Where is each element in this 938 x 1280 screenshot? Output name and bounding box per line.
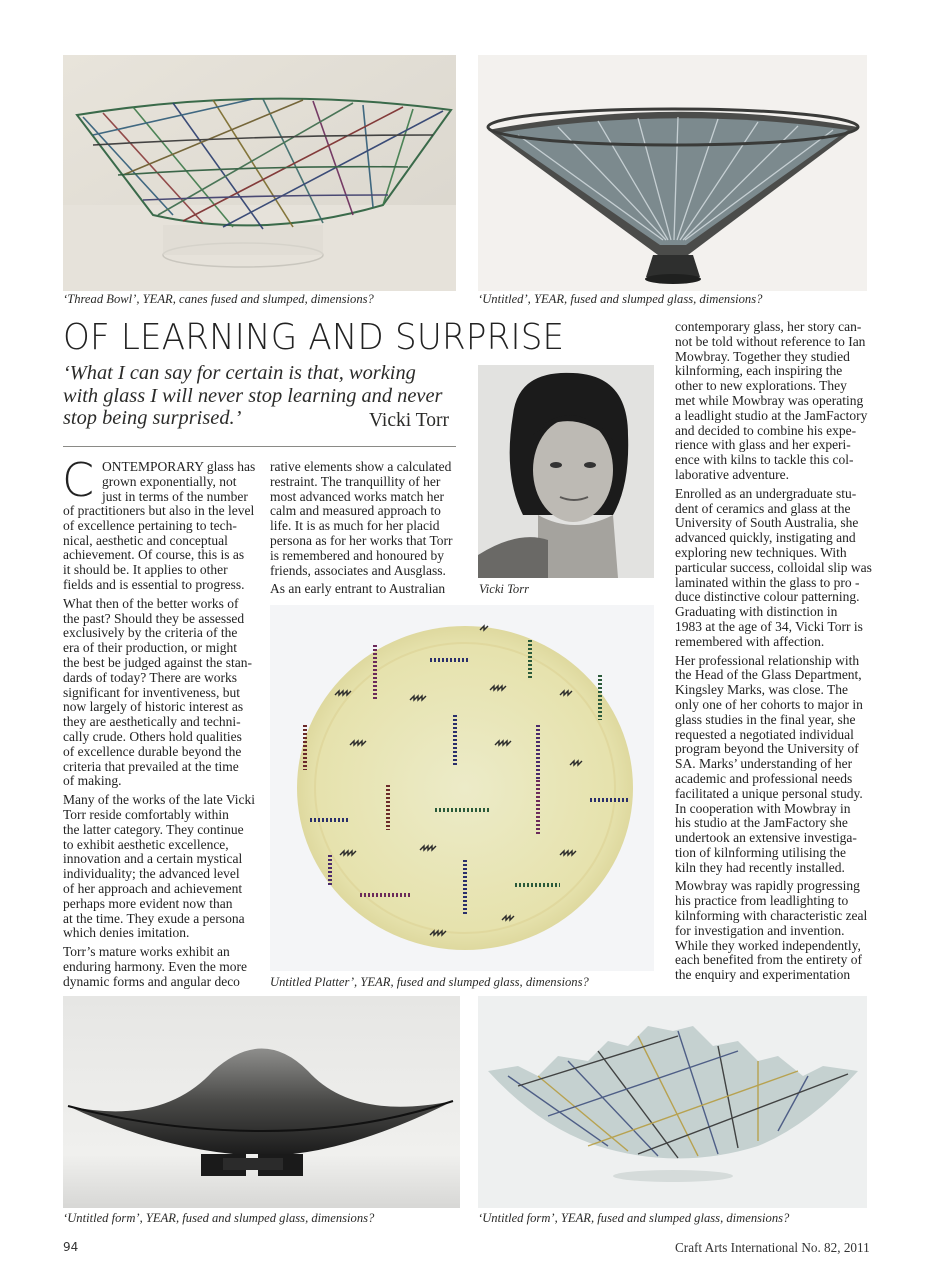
text-line: academic and professional needs bbox=[675, 770, 853, 786]
text-line: not be told without reference to Ian bbox=[675, 333, 866, 349]
caption-platter: Untitled Platter’, YEAR, fused and slumped glass, dimensions? bbox=[270, 975, 589, 989]
photo-thread-bowl bbox=[63, 55, 456, 291]
text-line: ONTEMPORARY glass has bbox=[102, 459, 256, 474]
text-line: a leadlight studio at the JamFactory bbox=[675, 407, 868, 423]
text-line: it should be. It applies to other bbox=[63, 562, 228, 578]
body-column-1-lead bbox=[102, 460, 257, 504]
text-line: is remembered and honoured by bbox=[270, 547, 444, 563]
text-line: 1983 at the age of 34, Vicki Torr is bbox=[675, 618, 863, 634]
text-line: era of their production, or might bbox=[63, 640, 237, 656]
text-line: perhaps more evident now than bbox=[63, 895, 233, 911]
pull-quote-line: stop being surprised.’ bbox=[63, 407, 242, 429]
text-line: they are aesthetically and techni- bbox=[63, 714, 241, 730]
text-line: Mowbray was rapidly progressing bbox=[675, 878, 860, 894]
text-line: In cooperation with Mowbray in bbox=[675, 800, 851, 816]
text-line: contemporary glass, her story can- bbox=[675, 319, 862, 334]
text-line: kilnforming with characteristic zeal bbox=[675, 908, 868, 924]
pull-quote-author: Vicki Torr bbox=[369, 410, 449, 431]
photo-untitled-bowl-top bbox=[478, 55, 867, 291]
text-line: most advanced works match her bbox=[270, 488, 444, 504]
text-line: exploring new techniques. With bbox=[675, 544, 847, 560]
text-line: significant for inventiveness, but bbox=[63, 684, 240, 700]
text-line: SA. Marks’ understanding of her bbox=[675, 756, 853, 772]
text-line: Torr’s mature works exhibit an bbox=[63, 944, 230, 960]
text-line: restraint. The tranquillity of her bbox=[270, 473, 441, 489]
text-line: Torr reside comfortably within bbox=[63, 806, 229, 822]
body-column-1 bbox=[63, 504, 257, 990]
text-line: rience with glass and her experi- bbox=[675, 437, 851, 453]
text-line: Kingsley Marks, was close. The bbox=[675, 682, 848, 698]
text-line: facilitated a unique personal study. bbox=[675, 785, 863, 801]
text-line: As an early entrant to Australian bbox=[270, 581, 446, 597]
text-line: the enquiry and experimentation bbox=[675, 967, 851, 983]
caption-thread-bowl: ‘Thread Bowl’, YEAR, canes fused and slumped, dimensions? bbox=[63, 292, 374, 306]
text-line: of excellence durable beyond the bbox=[63, 743, 242, 759]
pull-quote-line: ‘What I can say for certain is that, working bbox=[63, 362, 416, 384]
text-line: glass studies in the final year, she bbox=[675, 711, 856, 727]
text-line: tion of kilnforming utilising the bbox=[675, 844, 846, 860]
text-line: Many of the works of the late Vicki bbox=[63, 792, 256, 808]
caption-form-right: ‘Untitled form’, YEAR, fused and slumped glass, dimensions? bbox=[478, 1211, 790, 1225]
text-line: each benefited from the entirety of bbox=[675, 952, 863, 968]
text-line: dards of today? There are works bbox=[63, 669, 238, 685]
text-line: requested a negotiated individual bbox=[675, 726, 854, 742]
caption-form-left: ‘Untitled form’, YEAR, fused and slumped glass, dimensions? bbox=[63, 1211, 375, 1225]
text-line: fields and is essential to progress. bbox=[63, 576, 245, 592]
text-line: the best be judged against the stan- bbox=[63, 654, 252, 670]
text-line: dynamic forms and angular deco bbox=[63, 973, 240, 989]
text-line: advanced quickly, instigating and bbox=[675, 530, 856, 546]
text-line: exclusively by the criteria of the bbox=[63, 625, 238, 641]
text-line: program beyond the University of bbox=[675, 741, 859, 757]
text-line: undertook an extensive investiga- bbox=[675, 830, 857, 846]
photo-untitled-platter bbox=[270, 605, 654, 971]
article-headline: OF LEARNING AND SURPRISE bbox=[63, 317, 565, 358]
text-line: dent of ceramics and glass at the bbox=[675, 500, 851, 516]
text-line: met while Mowbray was operating bbox=[675, 392, 864, 408]
pull-quote-line: with glass I will never stop learning and never bbox=[63, 384, 443, 407]
text-line: rative elements show a calculated bbox=[270, 459, 452, 474]
text-line: enduring harmony. Even the more bbox=[63, 958, 247, 974]
text-line: calm and measured approach to bbox=[270, 503, 441, 519]
text-line: and decided to combine his expe- bbox=[675, 422, 857, 438]
page-number: 94 bbox=[63, 1240, 79, 1254]
text-line: University of South Australia, she bbox=[675, 515, 859, 531]
divider-rule bbox=[63, 446, 456, 447]
text-line: at the time. They exude a persona bbox=[63, 910, 245, 926]
photo-untitled-form-left bbox=[63, 996, 460, 1208]
caption-untitled-top: ‘Untitled’, YEAR, fused and slumped glass, dimensions? bbox=[478, 292, 763, 306]
text-line: cally crude. Others hold qualities bbox=[63, 728, 242, 744]
photo-untitled-form-right bbox=[478, 996, 867, 1208]
text-line: duce distinctive colour patterning. bbox=[675, 589, 860, 605]
text-line: ence with kilns to tackle this col- bbox=[675, 452, 854, 468]
text-line: Enrolled as an undergraduate stu- bbox=[675, 485, 857, 501]
body-column-2 bbox=[270, 460, 462, 597]
text-line: While they worked independently, bbox=[675, 937, 861, 953]
text-line: of her approach and achievement bbox=[63, 880, 243, 896]
text-line: other to new explorations. They bbox=[675, 378, 847, 394]
text-line: individuality; the advanced level bbox=[63, 866, 240, 882]
text-line: the past? Should they be assessed bbox=[63, 610, 245, 626]
photo-portrait-vicki-torr bbox=[478, 365, 654, 578]
text-line: the latter category. They continue bbox=[63, 821, 244, 837]
text-line: life. It is as much for her placid bbox=[270, 518, 440, 534]
text-line: which denies imitation. bbox=[63, 925, 190, 941]
text-line: achievement. Of course, this is as bbox=[63, 547, 245, 563]
text-line: Graduating with distinction in bbox=[675, 604, 838, 620]
text-line: friends, associates and Ausglass. bbox=[270, 562, 446, 578]
publication-info: Craft Arts International No. 82, 2011 bbox=[675, 1240, 870, 1255]
text-line: nical, aesthetic and conceptual bbox=[63, 532, 228, 548]
body-column-3 bbox=[675, 319, 872, 983]
text-line: Mowbray. Together they studied bbox=[675, 348, 850, 364]
text-line: his studio at the JamFactory she bbox=[675, 815, 848, 831]
text-line: laborative adventure. bbox=[675, 466, 789, 482]
text-line: laminated within the glass to pro - bbox=[675, 574, 860, 590]
text-line: his practice from leadlighting to bbox=[675, 893, 849, 909]
text-line: persona as for her works that Torr bbox=[270, 532, 453, 548]
text-line: grown exponentially, not bbox=[102, 473, 237, 489]
text-line: particular success, colloidal slip was bbox=[675, 559, 872, 575]
text-line: only one of her cohorts to major in bbox=[675, 696, 863, 712]
text-line: remembered with affection. bbox=[675, 633, 825, 649]
text-line: kilnforming, each inspiring the bbox=[675, 363, 843, 379]
text-line: of making. bbox=[63, 773, 122, 789]
text-line: What then of the better works of bbox=[63, 595, 239, 611]
text-line: kiln they had recently installed. bbox=[675, 859, 845, 875]
text-line: the Head of the Glass Department, bbox=[675, 667, 862, 683]
text-line: just in terms of the number bbox=[102, 488, 248, 504]
text-line: for investigation and invention. bbox=[675, 922, 845, 938]
text-line: criteria that prevailed at the time bbox=[63, 758, 239, 774]
text-line: innovation and a certain mystical bbox=[63, 851, 243, 867]
text-line: to exhibit aesthetic excellence, bbox=[63, 836, 229, 852]
drop-cap: C bbox=[62, 453, 95, 507]
text-line: now largely of historic interest as bbox=[63, 699, 244, 715]
caption-portrait: Vicki Torr bbox=[479, 582, 530, 596]
text-line: Her professional relationship with bbox=[675, 652, 860, 668]
text-line: of practitioners but also in the level bbox=[63, 503, 255, 518]
text-line: of excellence pertaining to tech- bbox=[63, 517, 237, 533]
